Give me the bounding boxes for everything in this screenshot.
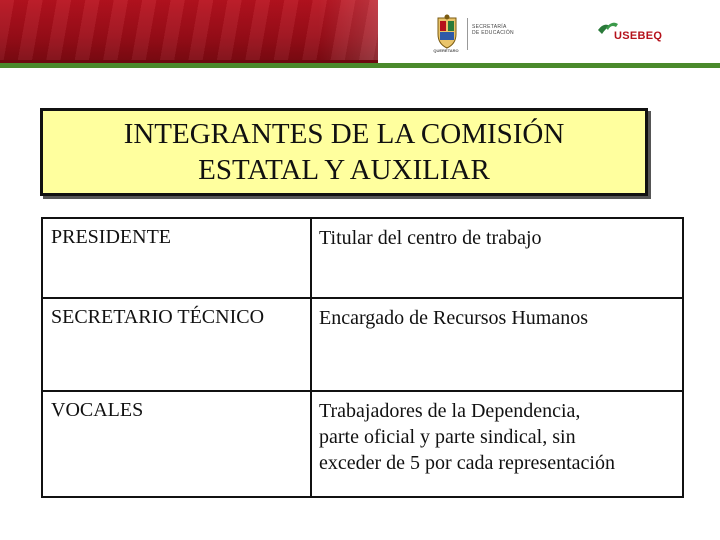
usebeq-logo-text: USEBEQ [614, 30, 663, 42]
description-cell: Encargado de Recursos Humanos [319, 307, 589, 329]
description-cell: Trabajadores de la Dependencia, parte oficial y parte sindical, sin exceder de 5 por cada representación [319, 400, 615, 474]
secretaria-line2: DE EDUCACIÓN [472, 30, 514, 36]
seal-caption: QUERÉTARO [433, 48, 459, 53]
description-cell: Titular del centro de trabajo [319, 227, 542, 249]
banner-fade [318, 0, 378, 60]
table-row [43, 392, 682, 496]
table-row [43, 299, 682, 392]
members-table [41, 217, 684, 498]
role-cell: VOCALES [43, 392, 312, 496]
table-row [43, 219, 682, 299]
header-divider-line [0, 63, 720, 68]
header-banner [0, 0, 378, 60]
title-box [40, 108, 648, 196]
role-cell: SECRETARIO TÉCNICO [43, 299, 312, 390]
secretaria-line1: SECRETARÍA [472, 24, 507, 30]
secretaria-label [472, 24, 514, 36]
page-title: INTEGRANTES DE LA COMISIÓN ESTATAL Y AUXILIAR [123, 118, 565, 186]
role-cell: PRESIDENTE [43, 219, 312, 297]
logo-divider [467, 18, 468, 50]
